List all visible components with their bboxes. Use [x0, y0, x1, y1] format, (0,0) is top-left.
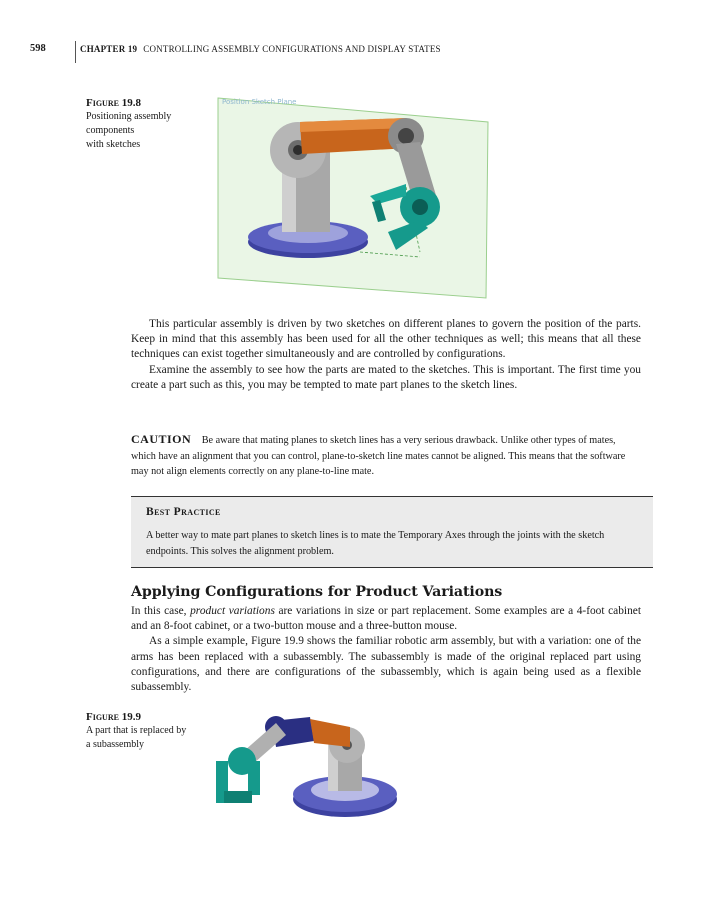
- paragraph: As a simple example, Figure 19.9 shows the familiar robotic arm assembly, but with a variation: one of the arms has been replaced with a subassembly. The subassembly is made of the original replaced part using configurations, and there are configurations of the subassembly, which is again being used as a flexible subassembly.: [131, 635, 641, 694]
- chapter-title: [80, 44, 441, 54]
- orange-arm: [310, 719, 350, 747]
- figure-19-8-caption: [86, 96, 211, 152]
- section-heading: Applying Configurations for Product Variations: [131, 584, 503, 600]
- caption-line: A part that is replaced by: [86, 725, 187, 736]
- paragraph: This particular assembly is driven by two sketches on different planes to govern the position of the parts. Keep in mind that this assembly has been used for all the other techniques as well; this means that all these techniques can exist together simultaneously and are controlled by configurations.: [131, 318, 641, 361]
- caption-line: a subassembly: [86, 739, 145, 750]
- gripper: [216, 747, 260, 803]
- chapter-label: CHAPTER 19: [80, 44, 138, 54]
- figure-label: Figure 19.8: [86, 97, 141, 109]
- plane-label: Position Sketch Plane: [222, 98, 297, 106]
- caption-line: Positioning assembly: [86, 111, 172, 122]
- figure-19-9-caption: [86, 710, 211, 752]
- header-divider: [75, 41, 76, 63]
- caution-text: Be aware that mating planes to sketch lines has a very serious drawback. Unlike other types of mates, which have an alignment that you can control, plane-to-sketch line mates cannot be aligned. This means that the software may not align elements correctly on any plane-to-line mate.: [131, 435, 626, 478]
- best-practice-box: [131, 496, 653, 568]
- caution-label: CAUTION: [131, 432, 192, 446]
- figure-19-8-image: [210, 92, 500, 304]
- caption-line: with sketches: [86, 139, 141, 150]
- best-practice-text: A better way to mate part planes to sketch lines is to mate the Temporary Axes through the joints with the sketch endpoints. This solves the alignment problem.: [146, 530, 605, 557]
- chapter-name: CONTROLLING ASSEMBLY CONFIGURATIONS AND DISPLAY STATES: [143, 44, 441, 54]
- section-body: [131, 604, 641, 695]
- caution-note: [131, 432, 641, 480]
- running-header: [0, 41, 717, 65]
- figure-19-9-image: [210, 705, 410, 830]
- paragraph: Examine the assembly to see how the parts are mated to the sketches. This is important. The first time you create a part such as this, you may be tempted to mate part planes to the sketch lines.: [131, 363, 641, 391]
- figure-label: Figure 19.9: [86, 711, 141, 723]
- best-practice-title: Best Practice: [146, 506, 221, 518]
- body-text: [131, 317, 641, 393]
- page-number: 598: [30, 43, 46, 54]
- paragraph: In this case, product variations are variations in size or part replacement. Some examples are a 4-foot cabinet and an 8-foot cabinet, or a two-button mouse and a three-button mouse.: [131, 605, 641, 633]
- emphasis: product variations: [190, 605, 275, 617]
- caption-line: components: [86, 125, 135, 136]
